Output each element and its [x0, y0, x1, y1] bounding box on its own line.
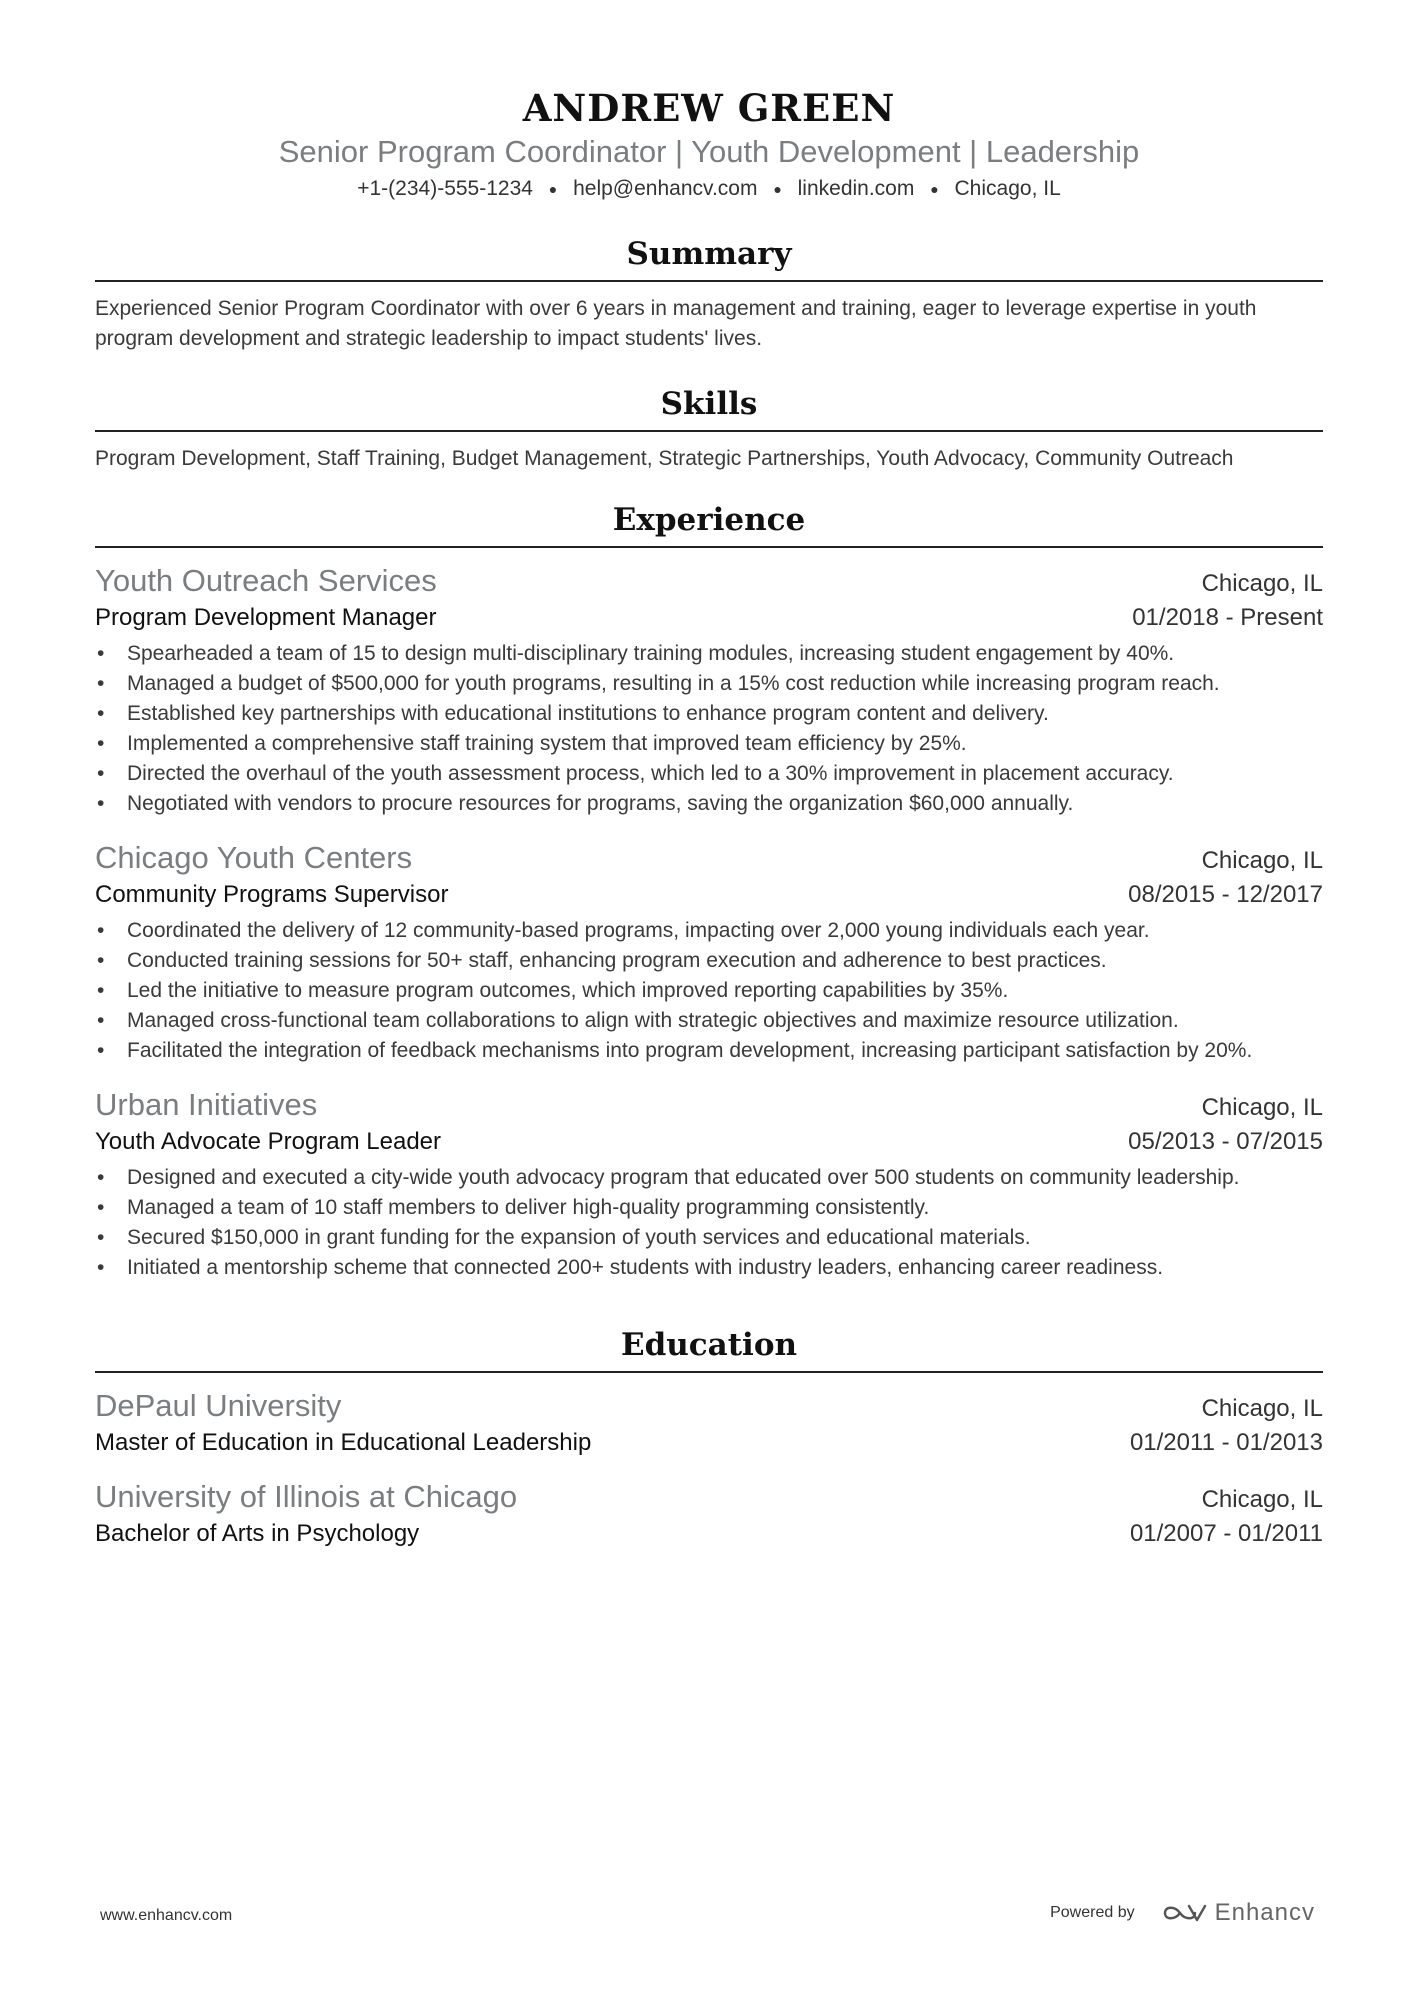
contact-line: [95, 174, 1323, 204]
separator-dot: ●: [930, 181, 939, 198]
list-item: • Negotiated with vendors to procure resources for programs, saving the organization $60,000 annually.: [95, 789, 1323, 819]
experience-entry: [95, 562, 1323, 819]
bullet-icon: •: [97, 1196, 105, 1220]
employer-location: Chicago, IL: [1201, 1094, 1323, 1122]
list-item: • Managed a team of 10 staff members to deliver high-quality programming consistently.: [95, 1193, 1323, 1223]
resume-page: [95, 0, 1323, 1551]
list-item: • Managed cross-functional team collaborations to align with strategic objectives and maximize resource utilization.: [95, 1006, 1323, 1036]
bullet-icon: •: [97, 1009, 105, 1033]
job-bullets: [95, 1163, 1323, 1283]
page-footer: [100, 1895, 1315, 1935]
enhancv-logo-icon: [1161, 1901, 1207, 1925]
job-dates: 08/2015 - 12/2017: [1128, 881, 1323, 909]
employer-location: Chicago, IL: [1201, 570, 1323, 598]
education-entry: [95, 1478, 1323, 1551]
bullet-icon: •: [97, 1039, 105, 1063]
list-item: • Facilitated the integration of feedback mechanisms into program development, increasing participant satisfaction by 20%.: [95, 1036, 1323, 1066]
bullet-icon: •: [97, 979, 105, 1003]
school-name: University of Illinois at Chicago: [95, 1479, 518, 1515]
list-item: • Spearheaded a team of 15 to design multi-disciplinary training modules, increasing student engagement by 40%.: [95, 639, 1323, 669]
bullet-icon: •: [97, 792, 105, 816]
job-title: Community Programs Supervisor: [95, 881, 449, 909]
bullet-icon: •: [97, 642, 105, 666]
bullet-icon: •: [97, 1226, 105, 1250]
degree-title: Master of Education in Educational Leadership: [95, 1429, 592, 1457]
education-dates: 01/2011 - 01/2013: [1129, 1429, 1323, 1457]
job-bullets: [95, 639, 1323, 819]
employer-name: Urban Initiatives: [95, 1087, 318, 1123]
list-item: • Led the initiative to measure program outcomes, which improved reporting capabilities by 35%.: [95, 976, 1323, 1006]
job-title: Youth Advocate Program Leader: [95, 1128, 442, 1156]
list-item: • Coordinated the delivery of 12 community-based programs, impacting over 2,000 young individuals each year.: [95, 916, 1323, 946]
contact-email[interactable]: help@enhancv.com: [573, 177, 758, 200]
education-title: Education: [95, 1325, 1323, 1373]
contact-linkedin[interactable]: linkedin.com: [797, 177, 915, 200]
list-item: • Conducted training sessions for 50+ staff, enhancing program execution and adherence to best practices.: [95, 946, 1323, 976]
separator-dot: ●: [548, 181, 558, 198]
summary-title: Summary: [95, 234, 1323, 282]
bullet-icon: •: [97, 1166, 105, 1190]
degree-title: Bachelor of Arts in Psychology: [95, 1520, 420, 1548]
bullet-icon: •: [97, 672, 105, 696]
candidate-name: ANDREW GREEN: [522, 86, 896, 130]
experience-entry: [95, 1086, 1323, 1283]
bullet-icon: •: [97, 762, 105, 786]
skills-text: Program Development, Staff Training, Budget Management, Strategic Partnerships, Youth Advocacy, Community Outreach: [95, 447, 1234, 471]
skills-title: Skills: [95, 384, 1323, 432]
separator-dot: ●: [773, 181, 782, 198]
experience-entry: [95, 839, 1323, 1066]
summary-section: [95, 234, 1323, 354]
education-section: [95, 1325, 1323, 1551]
list-item: • Managed a budget of $500,000 for youth programs, resulting in a 15% cost reduction while increasing program reach.: [95, 669, 1323, 699]
bullet-icon: •: [97, 702, 105, 726]
employer-location: Chicago, IL: [1201, 847, 1323, 875]
powered-by-label: Powered by: [1050, 1904, 1135, 1921]
contact-location: Chicago, IL: [954, 177, 1061, 200]
experience-section: [95, 500, 1323, 1283]
job-title: Program Development Manager: [95, 604, 437, 632]
school-location: Chicago, IL: [1201, 1395, 1323, 1423]
experience-title: Experience: [95, 500, 1323, 548]
list-item: • Established key partnerships with educational institutions to enhance program content and delivery.: [95, 699, 1323, 729]
education-entry: [95, 1387, 1323, 1460]
school-location: Chicago, IL: [1201, 1486, 1323, 1514]
list-item: • Directed the overhaul of the youth assessment process, which led to a 30% improvement in placement accuracy.: [95, 759, 1323, 789]
candidate-tagline: Senior Program Coordinator | Youth Development | Leadership: [278, 134, 1140, 169]
footer-website-link[interactable]: www.enhancv.com: [100, 1907, 233, 1924]
job-bullets: [95, 916, 1323, 1066]
job-dates: 05/2013 - 07/2015: [1128, 1128, 1323, 1156]
bullet-icon: •: [97, 732, 105, 756]
summary-text: Experienced Senior Program Coordinator with over 6 years in management and training, eager to leverage expertise in youth program development and strategic leadership to impact students' lives.: [95, 297, 1257, 351]
contact-phone: +1-(234)-555-1234: [357, 177, 533, 200]
employer-name: Chicago Youth Centers: [95, 840, 413, 876]
list-item: • Secured $150,000 in grant funding for the expansion of youth services and educational materials.: [95, 1223, 1323, 1253]
employer-name: Youth Outreach Services: [95, 563, 437, 599]
list-item: • Implemented a comprehensive staff training system that improved team efficiency by 25%.: [95, 729, 1323, 759]
list-item: • Initiated a mentorship scheme that connected 200+ students with industry leaders, enhancing career readiness.: [95, 1253, 1323, 1283]
school-name: DePaul University: [95, 1388, 342, 1424]
skills-section: [95, 384, 1323, 474]
enhancv-brand-name: Enhancv: [1214, 1899, 1315, 1926]
job-dates: 01/2018 - Present: [1132, 604, 1323, 632]
bullet-icon: •: [97, 949, 105, 973]
bullet-icon: •: [97, 919, 105, 943]
resume-header: [95, 86, 1323, 204]
powered-by[interactable]: [1050, 1899, 1315, 1927]
education-dates: 01/2007 - 01/2011: [1129, 1520, 1323, 1548]
bullet-icon: •: [97, 1256, 105, 1280]
list-item: • Designed and executed a city-wide youth advocacy program that educated over 500 students on community leadership.: [95, 1163, 1323, 1193]
